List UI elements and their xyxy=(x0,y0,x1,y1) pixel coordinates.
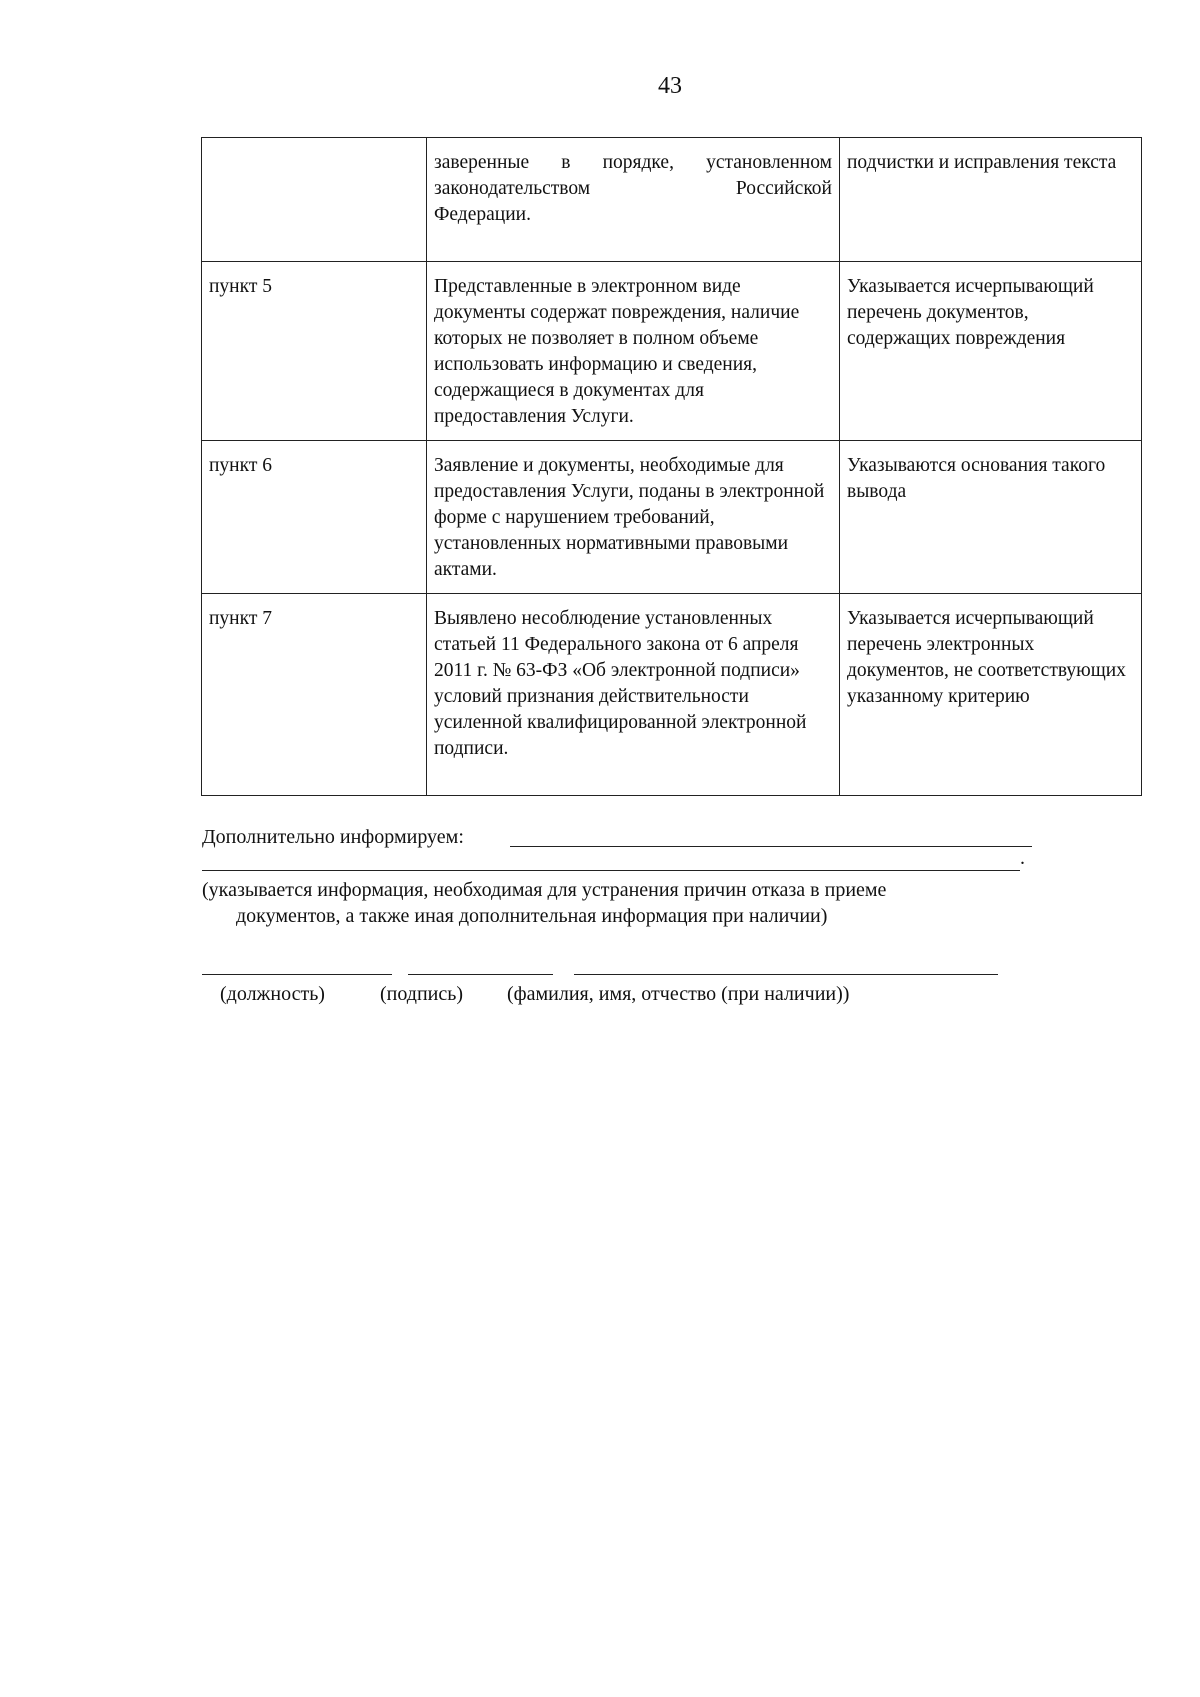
position-signature-line[interactable] xyxy=(202,974,392,975)
additional-info-label: Дополнительно информируем: xyxy=(202,826,464,848)
page-number: 43 xyxy=(658,73,682,99)
additional-info-fill-line[interactable] xyxy=(510,846,1032,847)
table-cell-reason: Заявление и документы, необходимые для предоставления Услуги, поданы в электронной форме с нарушением требований, установленных нормативными правовыми актами. xyxy=(427,441,840,594)
reason-line: Федерации. xyxy=(434,204,531,225)
signature-caption: (подпись) xyxy=(380,983,464,1005)
table-cell-explanation: Указывается исчерпывающий перечень электронных документов, не соответствующих указанному критерию xyxy=(840,594,1142,796)
reason-line: заверенные в порядке, установленном xyxy=(434,152,832,173)
note-line: документов, а также иная дополнительная информация при наличии) xyxy=(236,905,828,927)
table-cell-reason xyxy=(427,138,840,262)
table-cell-clause: пункт 5 xyxy=(202,262,427,441)
table-row xyxy=(202,441,1142,594)
table-cell-reason: Выявлено несоблюдение установленных статьей 11 Федерального закона от 6 апреля 2011 г. № 63-ФЗ «Об электронной подписи» условий признания действительности усиленной квалифицированной электронной подписи. xyxy=(427,594,840,796)
additional-info-fill-line-2[interactable] xyxy=(202,870,1020,871)
table-row xyxy=(202,262,1142,441)
table-row xyxy=(202,138,1142,262)
table-cell-clause: пункт 7 xyxy=(202,594,427,796)
table-cell-explanation: подчистки и исправления текста xyxy=(840,138,1142,262)
table-cell-clause: пункт 6 xyxy=(202,441,427,594)
additional-info-note xyxy=(202,877,1102,929)
table-cell-reason: Представленные в электронном виде документы содержат повреждения, наличие которых не позволяет в полном объеме использовать информацию и сведения, содержащиеся в документах для предоставления Услуги. xyxy=(427,262,840,441)
table-cell-clause xyxy=(202,138,427,262)
signature-line[interactable] xyxy=(408,974,553,975)
full-name-signature-line[interactable] xyxy=(574,974,998,975)
reasons-table xyxy=(201,137,1142,796)
reason-line: законодательством Российской xyxy=(434,178,832,199)
table-row xyxy=(202,594,1142,796)
end-mark: . xyxy=(1020,847,1025,869)
note-line: (указывается информация, необходимая для устранения причин отказа в приеме xyxy=(202,879,887,901)
table-cell-explanation: Указывается исчерпывающий перечень документов, содержащих повреждения xyxy=(840,262,1142,441)
position-caption: (должность) xyxy=(220,983,325,1005)
full-name-caption: (фамилия, имя, отчество (при наличии)) xyxy=(507,983,850,1005)
table-cell-explanation: Указываются основания такого вывода xyxy=(840,441,1142,594)
